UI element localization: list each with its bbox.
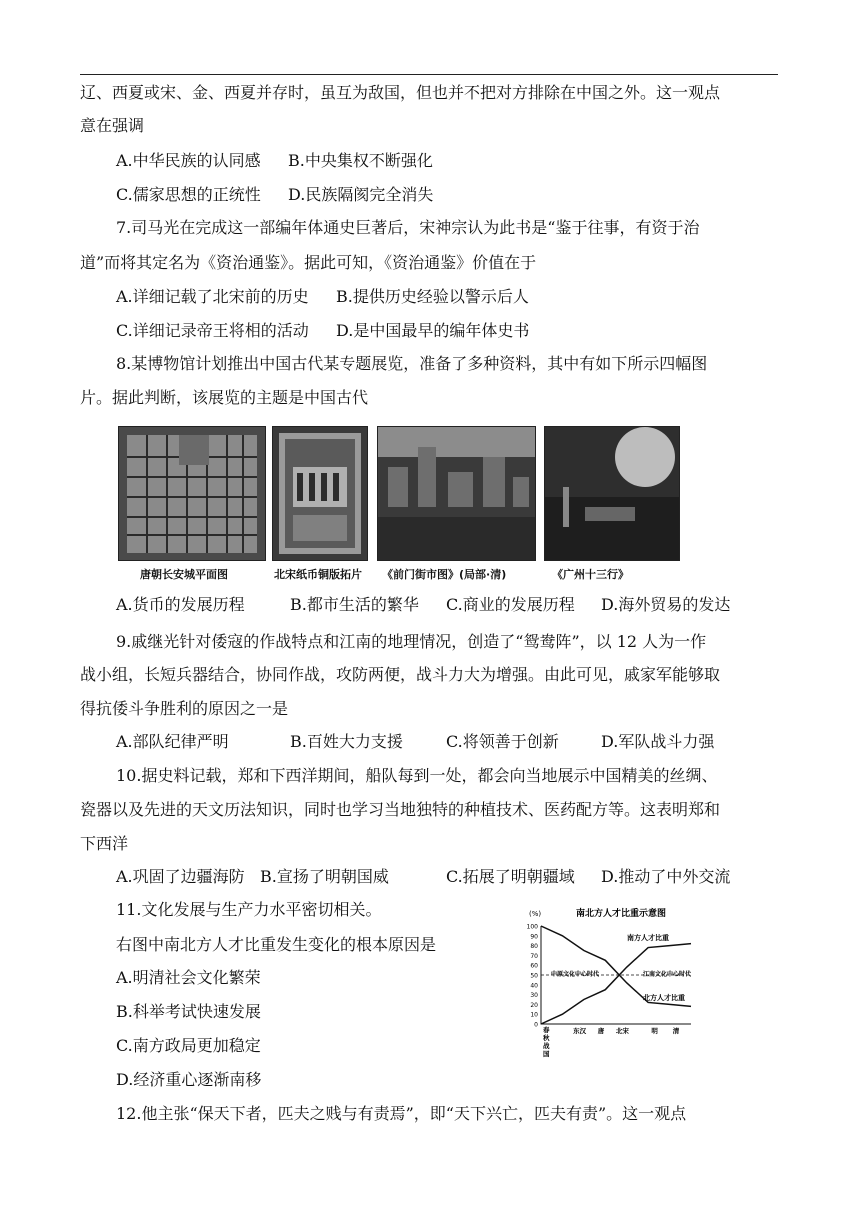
q11-text-line2: 右图中南北方人才比重发生变化的根本原因是 xyxy=(116,935,437,954)
y-tick-label: 100 xyxy=(526,923,538,931)
q11-option-d: D.经济重心逐渐南移 xyxy=(116,1070,262,1089)
q8-option-a: A.货币的发展历程 xyxy=(116,595,245,614)
changan-city-plan-image xyxy=(118,426,266,561)
q10-option-a: A.巩固了边疆海防 xyxy=(116,867,245,886)
top-rule xyxy=(80,74,778,75)
series-line-south xyxy=(541,944,691,1024)
q11-option-c: C.南方政局更加稳定 xyxy=(116,1036,261,1055)
q10-text-line2: 瓷器以及先进的天文历法知识，同时也学习当地独特的种植技术、医药配方等。这表明郑和 xyxy=(80,800,721,819)
banknote-drawing xyxy=(273,427,367,560)
q7-option-a: A.详细记载了北宋前的历史 xyxy=(116,287,309,306)
q11-option-b: B.科举考试快速发展 xyxy=(116,1002,261,1021)
y-tick-label: 10 xyxy=(530,1011,538,1019)
q10-text-line3: 下西洋 xyxy=(80,834,129,853)
caption-canton: 《广州十三行》 xyxy=(552,568,629,581)
qianmen-street-image xyxy=(377,426,536,561)
q9-text-line3: 得抗倭斗争胜利的原因之一是 xyxy=(80,699,289,718)
q10-text-line1: 10.据史料记载，郑和下西洋期间，船队每到一处，都会向当地展示中国精美的丝绸、 xyxy=(116,766,718,785)
q6-text-line2: 意在强调 xyxy=(80,116,145,135)
chart-title: 南北方人才比重示意图 xyxy=(575,909,667,919)
q9-option-a: A.部队纪律严明 xyxy=(116,732,229,751)
q10-option-d: D.推动了中外交流 xyxy=(601,867,731,886)
q8-text-line1: 8.某博物馆计划推出中国古代某专题展览，准备了多种资料，其中有如下所示四幅图 xyxy=(116,354,708,373)
y-tick-label: 30 xyxy=(530,992,538,1000)
guangzhou-factories-image xyxy=(544,426,680,561)
song-banknote-rubbing-image xyxy=(272,426,368,561)
q7-option-d: D.是中国最早的编年体史书 xyxy=(336,321,530,340)
annotation-central-plains: 中原文化中心时代 xyxy=(551,971,600,978)
x-tick-label: 东汉 xyxy=(573,1027,587,1035)
q11-text-line1: 11.文化发展与生产力水平密切相关。 xyxy=(116,900,382,919)
q9-option-c: C.将领善于创新 xyxy=(446,732,559,751)
street-drawing xyxy=(378,427,535,560)
harbor-drawing xyxy=(545,427,679,560)
y-tick-label: 40 xyxy=(530,982,538,990)
y-tick-label: 0 xyxy=(534,1021,538,1029)
annotation-jiangnan: 江南文化中心时代 xyxy=(643,971,692,978)
caption-street: 《前门街市图》(局部·清) xyxy=(382,568,507,581)
talent-ratio-chart xyxy=(523,904,703,1064)
q11-option-a: A.明清社会文化繁荣 xyxy=(116,968,261,987)
x-tick-label: 明 xyxy=(651,1027,658,1035)
y-tick-label: 50 xyxy=(530,972,538,980)
q7-text-line2: 道”而将其定名为《资治通鉴》。据此可知，《资治通鉴》价值在于 xyxy=(80,253,537,272)
q9-text-line2: 战小组，长短兵器结合，协同作战，攻防两便，战斗力大为增强。由此可见，戚家军能够取 xyxy=(80,665,721,684)
q8-option-c: C.商业的发展历程 xyxy=(446,595,575,614)
q6-option-a: A.中华民族的认同感 xyxy=(116,151,261,170)
q10-option-c: C.拓展了明朝疆域 xyxy=(446,867,575,886)
caption-city-plan: 唐朝长安城平面图 xyxy=(140,568,228,581)
chart-y-unit: (%) xyxy=(529,910,542,918)
q6-text-line1: 辽、西夏或宋、金、西夏并存时，虽互为敌国，但也并不把对方排除在中国之外。这一观点 xyxy=(80,83,721,102)
q9-option-d: D.军队战斗力强 xyxy=(601,732,715,751)
q9-option-b: B.百姓大力支援 xyxy=(290,732,403,751)
q12-text-line1: 12.他主张“保天下者，匹夫之贱与有责焉”，即“天下兴亡，匹夫有责”。这一观点 xyxy=(116,1104,687,1123)
y-tick-label: 80 xyxy=(530,943,538,951)
y-tick-label: 90 xyxy=(530,933,538,941)
q6-option-d: D.民族隔阂完全消失 xyxy=(288,185,434,204)
x-tick-label: 清 xyxy=(672,1027,680,1035)
x-tick-label: 北宋 xyxy=(615,1027,629,1035)
q10-option-b: B.宣扬了明朝国威 xyxy=(260,867,389,886)
city-plan-drawing xyxy=(119,427,265,560)
q6-option-c: C.儒家思想的正统性 xyxy=(116,185,261,204)
legend-south: 南方人才比重 xyxy=(627,934,669,942)
x-tick-label: 春秋战国 xyxy=(543,1026,550,1058)
q7-option-b: B.提供历史经验以警示后人 xyxy=(336,287,529,306)
x-tick-label: 唐 xyxy=(597,1027,605,1035)
legend-north: 北方人才比重 xyxy=(643,994,685,1002)
q7-text-line1: 7.司马光在完成这一部编年体通史巨著后，宋神宗认为此书是“鉴于往事，有资于治 xyxy=(116,218,700,237)
q9-text-line1: 9.戚继光针对倭寇的作战特点和江南的地理情况，创造了“鸳鸯阵”，以 12 人为一作 xyxy=(116,632,707,651)
q8-text-line2: 片。据此判断，该展览的主题是中国古代 xyxy=(80,388,369,407)
y-tick-label: 20 xyxy=(530,1001,538,1009)
q6-option-b: B.中央集权不断强化 xyxy=(288,151,433,170)
q7-option-c: C.详细记录帝王将相的活动 xyxy=(116,321,309,340)
q8-option-d: D.海外贸易的发达 xyxy=(601,595,731,614)
y-tick-label: 70 xyxy=(530,952,538,960)
y-tick-label: 60 xyxy=(530,962,538,970)
caption-banknote: 北宋纸币铜版拓片 xyxy=(274,568,362,581)
q8-option-b: B.都市生活的繁华 xyxy=(290,595,419,614)
